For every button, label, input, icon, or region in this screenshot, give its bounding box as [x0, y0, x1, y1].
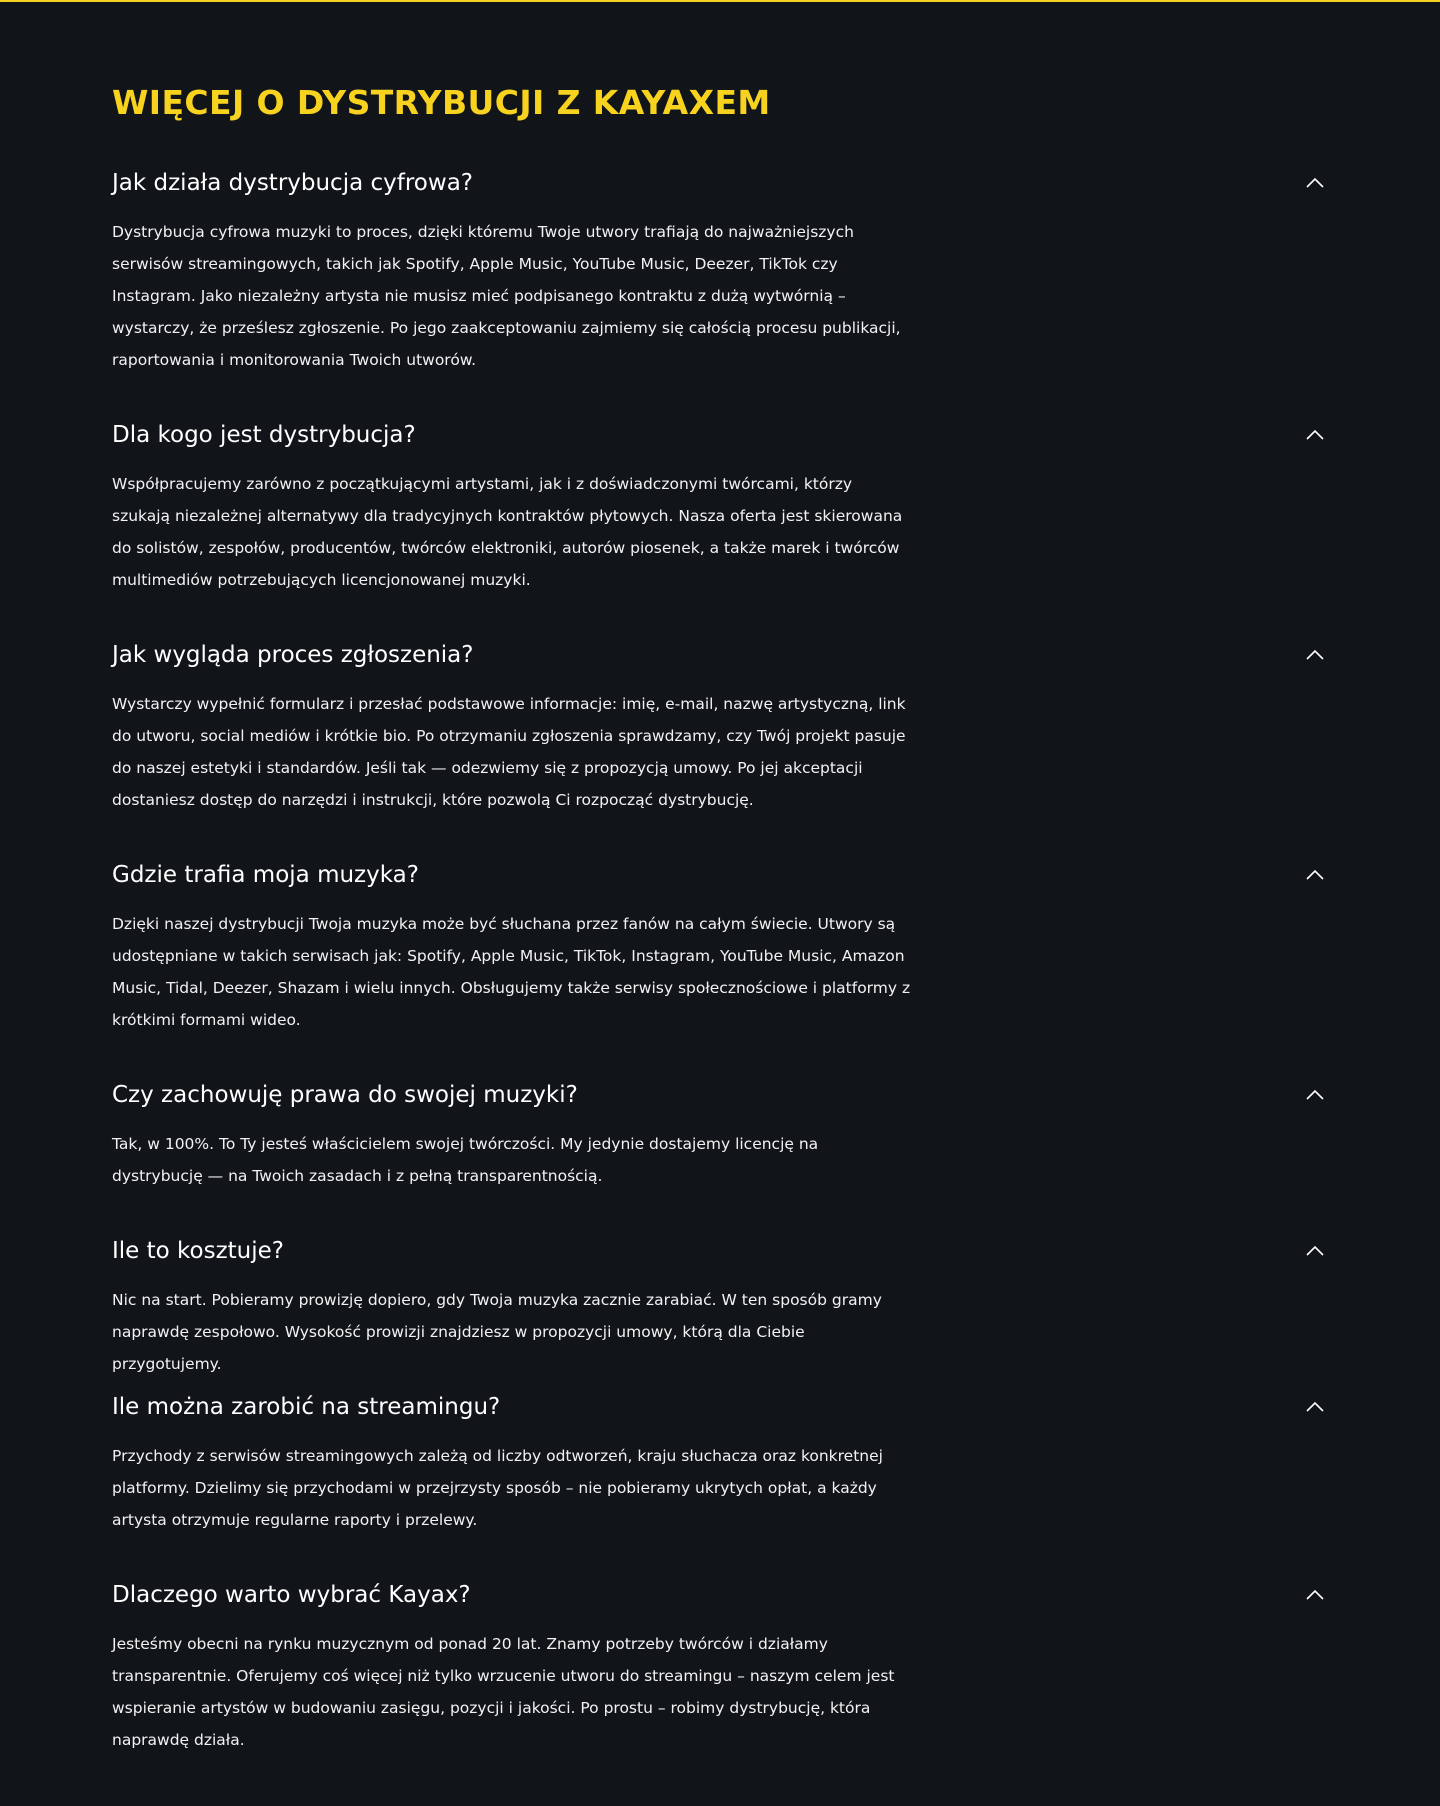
- faq-answer: Nic na start. Pobieramy prowizję dopiero, gdy Twoja muzyka zacznie zarabiać. W ten sposób gramy naprawdę zespołowo. Wysokość prowizji znajdziesz w propozycji umowy, którą dla Ciebie przygotujemy.: [112, 1291, 882, 1373]
- faq-question-toggle[interactable]: [112, 1390, 1328, 1424]
- faq-question-toggle[interactable]: [112, 1078, 1328, 1112]
- chevron-up-icon[interactable]: [1306, 177, 1324, 189]
- faq-answer: Współpracujemy zarówno z początkującymi artystami, jak i z doświadczonymi twórcami, którzy szukają niezależnej alternatywy dla tradycyjnych kontraktów płytowych. Nasza oferta jest skierowana do solistów, zespołów, producentów, twórców elektroniki, autorów piosenek, a także marek i twórców multimediów potrzebujących licencjonowanej muzyki.: [112, 475, 903, 589]
- faq-item: [112, 1390, 1328, 1536]
- faq-answer: Dystrybucja cyfrowa muzyki to proces, dzięki któremu Twoje utwory trafiają do najważniejszych serwisów streamingowych, takich jak Spotify, Apple Music, YouTube Music, Deezer, TikTok czy Instagram. Jako niezależny artysta nie musisz mieć podpisanego kontraktu z dużą wytwórnią – wystarczy, że prześlesz zgłoszenie. Po jego zaakceptowaniu zajmiemy się całością procesu publikacji, raportowania i monitorowania Twoich utworów.: [112, 223, 901, 369]
- faq-question: Ile to kosztuje?: [112, 1238, 285, 1264]
- faq-question: Jak działa dystrybucja cyfrowa?: [112, 170, 473, 196]
- faq-answer: Wystarczy wypełnić formularz i przesłać podstawowe informacje: imię, e-mail, nazwę artystyczną, link do utworu, social mediów i krótkie bio. Po otrzymaniu zgłoszenia sprawdzamy, czy Twój projekt pasuje do naszej estetyki i standardów. Jeśli tak — odezwiemy się z propozycją umowy. Po jej akceptacji dostaniesz dostęp do narzędzi i instrukcji, które pozwolą Ci rozpocząć dystrybucję.: [112, 695, 906, 809]
- faq-question-toggle[interactable]: [112, 1234, 1328, 1268]
- faq-item: [112, 166, 1328, 376]
- faq-question-toggle[interactable]: [112, 166, 1328, 200]
- chevron-up-icon[interactable]: [1306, 649, 1324, 661]
- faq-question: Gdzie trafia moja muzyka?: [112, 862, 419, 888]
- chevron-up-icon[interactable]: [1306, 1401, 1324, 1413]
- faq-question: Ile można zarobić na streamingu?: [112, 1394, 501, 1420]
- faq-item: [112, 1578, 1328, 1756]
- faq-question-toggle[interactable]: [112, 638, 1328, 672]
- faq-answer: Dzięki naszej dystrybucji Twoja muzyka może być słuchana przez fanów na całym świecie. Utwory są udostępniane w takich serwisach jak: Spotify, Apple Music, TikTok, Instagram, YouTube Music, Amazon Music, Tidal, Deezer, Shazam i wielu innych. Obsługujemy także serwisy społecznościowe i platformy z krótkimi formami wideo.: [112, 915, 911, 1029]
- faq-item: [112, 1078, 1328, 1192]
- chevron-up-icon[interactable]: [1306, 429, 1324, 441]
- faq-question: Dlaczego warto wybrać Kayax?: [112, 1582, 471, 1608]
- faq-answer: Przychody z serwisów streamingowych zależą od liczby odtworzeń, kraju słuchacza oraz konkretnej platformy. Dzielimy się przychodami w przejrzysty sposób – nie pobieramy ukrytych opłat, a każdy artysta otrzymuje regularne raporty i przelewy.: [112, 1447, 883, 1529]
- faq-item: [112, 1234, 1328, 1380]
- faq-question-toggle[interactable]: [112, 418, 1328, 452]
- faq-answer: Tak, w 100%. To Ty jesteś właścicielem swojej twórczości. My jedynie dostajemy licencję na dystrybucję — na Twoich zasadach i z pełną transparentnością.: [112, 1135, 819, 1185]
- page-title: WIĘCEJ O DYSTRYBUCJI Z KAYAXEM: [112, 83, 771, 122]
- faq-question: Jak wygląda proces zgłoszenia?: [112, 642, 474, 668]
- faq-question-toggle[interactable]: [112, 858, 1328, 892]
- chevron-up-icon[interactable]: [1306, 869, 1324, 881]
- faq-item: [112, 858, 1328, 1036]
- faq-question: Czy zachowuję prawa do swojej muzyki?: [112, 1082, 578, 1108]
- faq-question: Dla kogo jest dystrybucja?: [112, 422, 416, 448]
- faq-question-toggle[interactable]: [112, 1578, 1328, 1612]
- chevron-up-icon[interactable]: [1306, 1245, 1324, 1257]
- faq-item: [112, 418, 1328, 596]
- faq-answer: Jesteśmy obecni na rynku muzycznym od ponad 20 lat. Znamy potrzeby twórców i działamy transparentnie. Oferujemy coś więcej niż tylko wrzucenie utworu do streamingu – naszym celem jest wspieranie artystów w budowaniu zasięgu, pozycji i jakości. Po prostu – robimy dystrybucję, która naprawdę działa.: [112, 1635, 895, 1749]
- chevron-up-icon[interactable]: [1306, 1589, 1324, 1601]
- faq-item: [112, 638, 1328, 816]
- chevron-up-icon[interactable]: [1306, 1089, 1324, 1101]
- top-accent-bar: [0, 0, 1440, 2]
